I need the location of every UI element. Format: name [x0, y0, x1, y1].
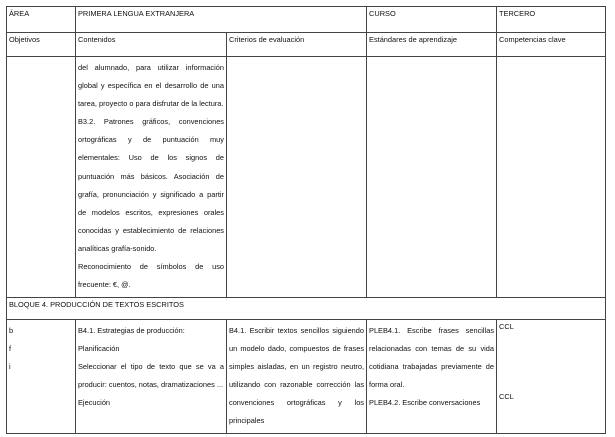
block4-row — [7, 320, 606, 434]
block4-title: BLOQUE 4. PRODUCCIÓN DE TEXTOS ESCRITOS — [7, 298, 606, 320]
block4-objetivos: b f i — [7, 320, 76, 434]
content-paragraph: B4.1. Estrategias de producción: — [78, 326, 185, 335]
block3-row — [7, 57, 606, 298]
content-paragraph: Ejecución — [78, 398, 111, 408]
col-competencias: Competencias clave — [497, 33, 606, 57]
subject-title: PRIMERA LENGUA EXTRANJERA — [76, 7, 367, 33]
block4-estandares — [367, 320, 497, 434]
criterion-text: B4.1. Escribir textos sencillos siguiendo un modelo dado, compuestos de frases simples aisladas, en un registro neutro, utilizando con razonable corrección las convenciones ortográficas y los principales — [229, 326, 365, 426]
standard-text: PLEB4.1. Escribe frases sencillas relacionadas con temas de su vida cotidiana trabajadas previamente de forma oral. — [369, 326, 495, 390]
col-criterios: Criterios de evaluación — [227, 33, 367, 57]
content-paragraph: del alumnado, para utilizar información global y específica en el desarrollo de una tarea, proyecto o para disfrutar de la lectura. — [78, 63, 224, 109]
curriculum-table — [6, 6, 606, 434]
block3-objetivos — [7, 57, 76, 298]
content-paragraph: Planificación — [78, 344, 120, 354]
area-label: ÁREA — [7, 7, 76, 33]
header-row — [7, 7, 606, 33]
curso-label: CURSO — [367, 7, 497, 33]
col-estandares: Estándares de aprendizaje — [367, 33, 497, 57]
block3-criterios — [227, 57, 367, 298]
block4-criterios — [227, 320, 367, 434]
level-value: TERCERO — [497, 7, 606, 33]
content-paragraph: B3.2. Patrones gráficos, convenciones ortográficas y de puntuación muy elementales: Uso de los signos de puntuación más básicos. Asociación de grafía, pronunciación y significado a partir de modelos escritos, expresiones orales conocidas y establecimiento de relaciones analíticas grafía-sonido. — [78, 117, 224, 253]
competence-code: CCL — [499, 322, 514, 331]
competence-code: CCL — [499, 392, 514, 401]
block4-competencias — [497, 320, 606, 434]
col-objetivos: Objetivos — [7, 33, 76, 57]
standard-text: PLEB4.2. Escribe conversaciones — [369, 398, 481, 408]
content-paragraph: Seleccionar el tipo de texto que se va a producir: cuentos, notas, dramatizaciones ... — [78, 362, 224, 390]
block3-estandares — [367, 57, 497, 298]
block3-contenidos — [76, 57, 227, 298]
block3-competencias — [497, 57, 606, 298]
column-header-row — [7, 33, 606, 57]
col-contenidos: Contenidos — [76, 33, 227, 57]
content-paragraph: Reconocimiento de símbolos de uso frecuente: €, @. — [78, 262, 224, 290]
block4-contenidos — [76, 320, 227, 434]
block4-title-row — [7, 298, 606, 320]
